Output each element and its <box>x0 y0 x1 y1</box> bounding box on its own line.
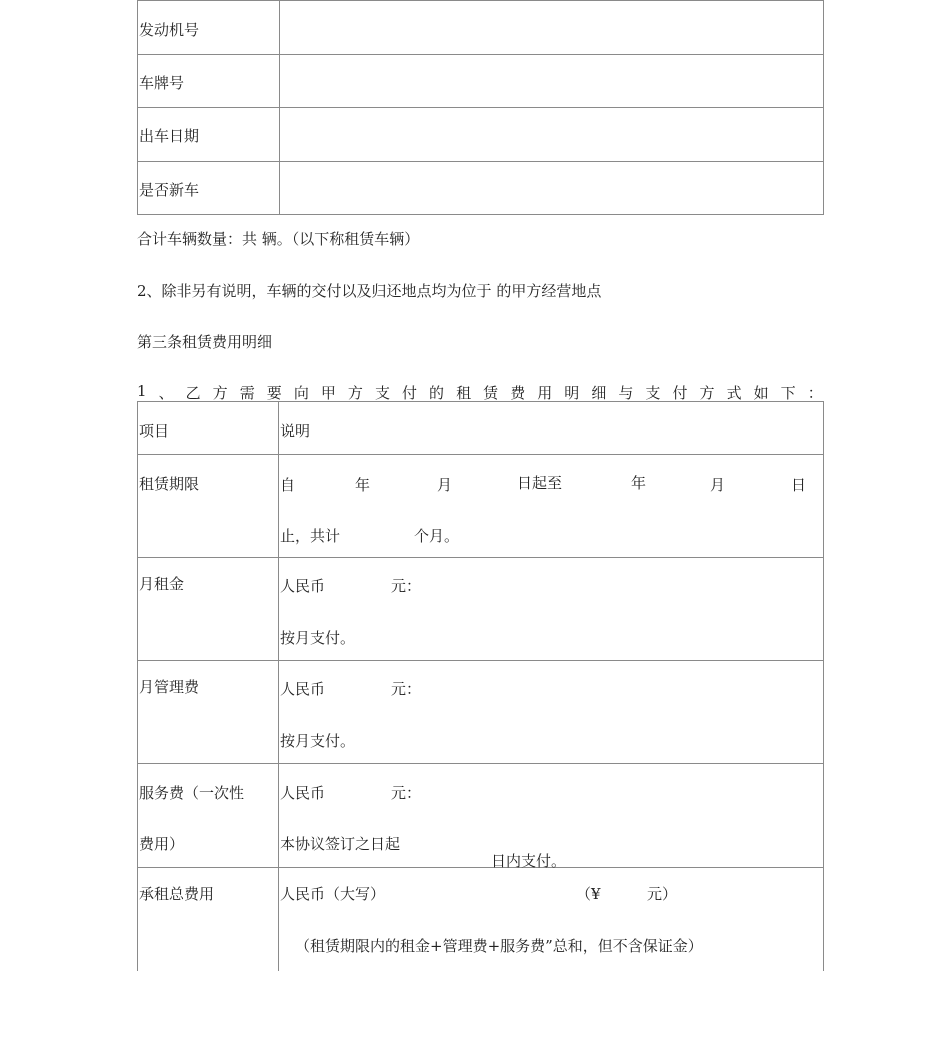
term-from: 自 <box>280 476 296 494</box>
item1-char: 付 <box>672 384 688 402</box>
item1-char: 费 <box>510 384 526 402</box>
term-day-end: 日 <box>791 476 807 494</box>
table-row <box>138 162 824 215</box>
header-item: 项目 <box>139 422 170 440</box>
term-day-start: 日起至 <box>517 474 563 492</box>
table-row <box>138 558 824 661</box>
service-fee-label-2: 费用） <box>139 835 185 853</box>
table-row <box>138 402 824 455</box>
new-car-value[interactable] <box>280 162 824 215</box>
item1-char: 用 <box>537 384 553 402</box>
departure-date-label: 出车日期 <box>139 127 200 145</box>
table-cell-label <box>138 558 279 661</box>
item1-char: 方 <box>699 384 715 402</box>
service-fee-date-suffix: 日内支付。 <box>491 852 567 870</box>
monthly-mgmt-value[interactable] <box>279 661 824 764</box>
service-fee-currency: 人民币 <box>280 784 326 802</box>
monthly-rent-currency: 人民币 <box>280 577 326 595</box>
total-fee-label: 承租总费用 <box>139 885 215 903</box>
item1-char: 乙 <box>185 384 201 402</box>
term-value[interactable] <box>279 455 824 558</box>
term-year-2: 年 <box>631 474 647 492</box>
table-cell-label <box>138 162 280 215</box>
table-cell-label <box>138 1 280 55</box>
item1-char: 需 <box>239 384 255 402</box>
total-fee-value[interactable] <box>279 868 824 971</box>
table-cell-label <box>138 108 280 162</box>
item1-char: 支 <box>645 384 661 402</box>
table-row <box>138 455 824 558</box>
table-cell-desc <box>279 402 824 455</box>
item1-char: 1 <box>137 382 147 400</box>
new-car-label: 是否新车 <box>139 181 200 199</box>
plate-number-value[interactable] <box>280 55 824 108</box>
item1-char: ： <box>807 384 823 402</box>
table-row <box>138 55 824 108</box>
item1-char: 、 <box>158 384 174 402</box>
item1-char: 明 <box>564 384 580 402</box>
item1-char: 向 <box>293 384 309 402</box>
term-month-1: 月 <box>437 476 453 494</box>
item1-char: 付 <box>402 384 418 402</box>
item1-char: 细 <box>591 384 607 402</box>
item1-char: 甲 <box>320 384 336 402</box>
table-row <box>138 764 824 868</box>
total-fee-uppercase: 人民币（大写） <box>280 885 386 903</box>
item1-char: 下 <box>780 384 796 402</box>
term-month-2: 月 <box>710 476 726 494</box>
item1-char: 支 <box>374 384 390 402</box>
engine-number-value[interactable] <box>280 1 824 55</box>
table-row <box>138 661 824 764</box>
item1-char: 要 <box>266 384 282 402</box>
table-cell-label <box>138 55 280 108</box>
monthly-mgmt-payment: 按月支付。 <box>280 732 356 750</box>
total-fee-yen: （¥ <box>576 885 601 903</box>
table-row <box>138 1 824 55</box>
fee-detail-table <box>137 401 824 971</box>
monthly-mgmt-unit: 元： <box>391 680 422 698</box>
item1-char: 的 <box>429 384 445 402</box>
item1-char: 如 <box>753 384 769 402</box>
item1-char: 与 <box>618 384 634 402</box>
term-label: 租赁期限 <box>139 475 200 493</box>
table-row <box>138 868 824 971</box>
article-3-item-1 <box>137 382 823 403</box>
table-cell-label <box>138 455 279 558</box>
item1-char: 方 <box>347 384 363 402</box>
engine-number-label: 发动机号 <box>139 21 200 39</box>
term-year-1: 年 <box>355 476 371 494</box>
vehicle-total-line: 合计车辆数量：共 辆。（以下称租赁车辆） <box>137 230 420 248</box>
clause-2-text: 2、除非另有说明，车辆的交付以及归还地点均为位于 的甲方经营地点 <box>137 282 602 300</box>
table-row <box>138 108 824 162</box>
term-total-prefix: 止，共计 <box>280 527 341 545</box>
monthly-mgmt-label: 月管理费 <box>139 678 200 696</box>
service-fee-unit: 元： <box>391 784 422 802</box>
item1-char: 式 <box>726 384 742 402</box>
departure-date-value[interactable] <box>280 108 824 162</box>
monthly-rent-payment: 按月支付。 <box>280 629 356 647</box>
table-cell-label <box>138 868 279 971</box>
table-cell-label <box>138 764 279 868</box>
total-fee-note: （租赁期限内的租金+管理费+服务费”总和，但不含保证金） <box>295 937 703 955</box>
service-fee-label-1: 服务费（一次性 <box>139 784 245 802</box>
monthly-mgmt-currency: 人民币 <box>280 680 326 698</box>
vehicle-info-table <box>137 0 824 215</box>
plate-number-label: 车牌号 <box>139 74 185 92</box>
article-3-title: 第三条租赁费用明细 <box>137 333 273 351</box>
term-months: 个月。 <box>414 527 460 545</box>
service-fee-date-prefix: 本协议签订之日起 <box>280 835 401 853</box>
monthly-rent-unit: 元： <box>391 577 422 595</box>
item1-char: 租 <box>456 384 472 402</box>
service-fee-value[interactable] <box>279 764 824 868</box>
table-cell-label <box>138 661 279 764</box>
item1-char: 赁 <box>483 384 499 402</box>
table-cell-label <box>138 402 279 455</box>
item1-char: 方 <box>212 384 228 402</box>
monthly-rent-label: 月租金 <box>139 575 185 593</box>
total-fee-unit: 元） <box>647 885 678 903</box>
header-desc: 说明 <box>280 422 311 440</box>
monthly-rent-value[interactable] <box>279 558 824 661</box>
